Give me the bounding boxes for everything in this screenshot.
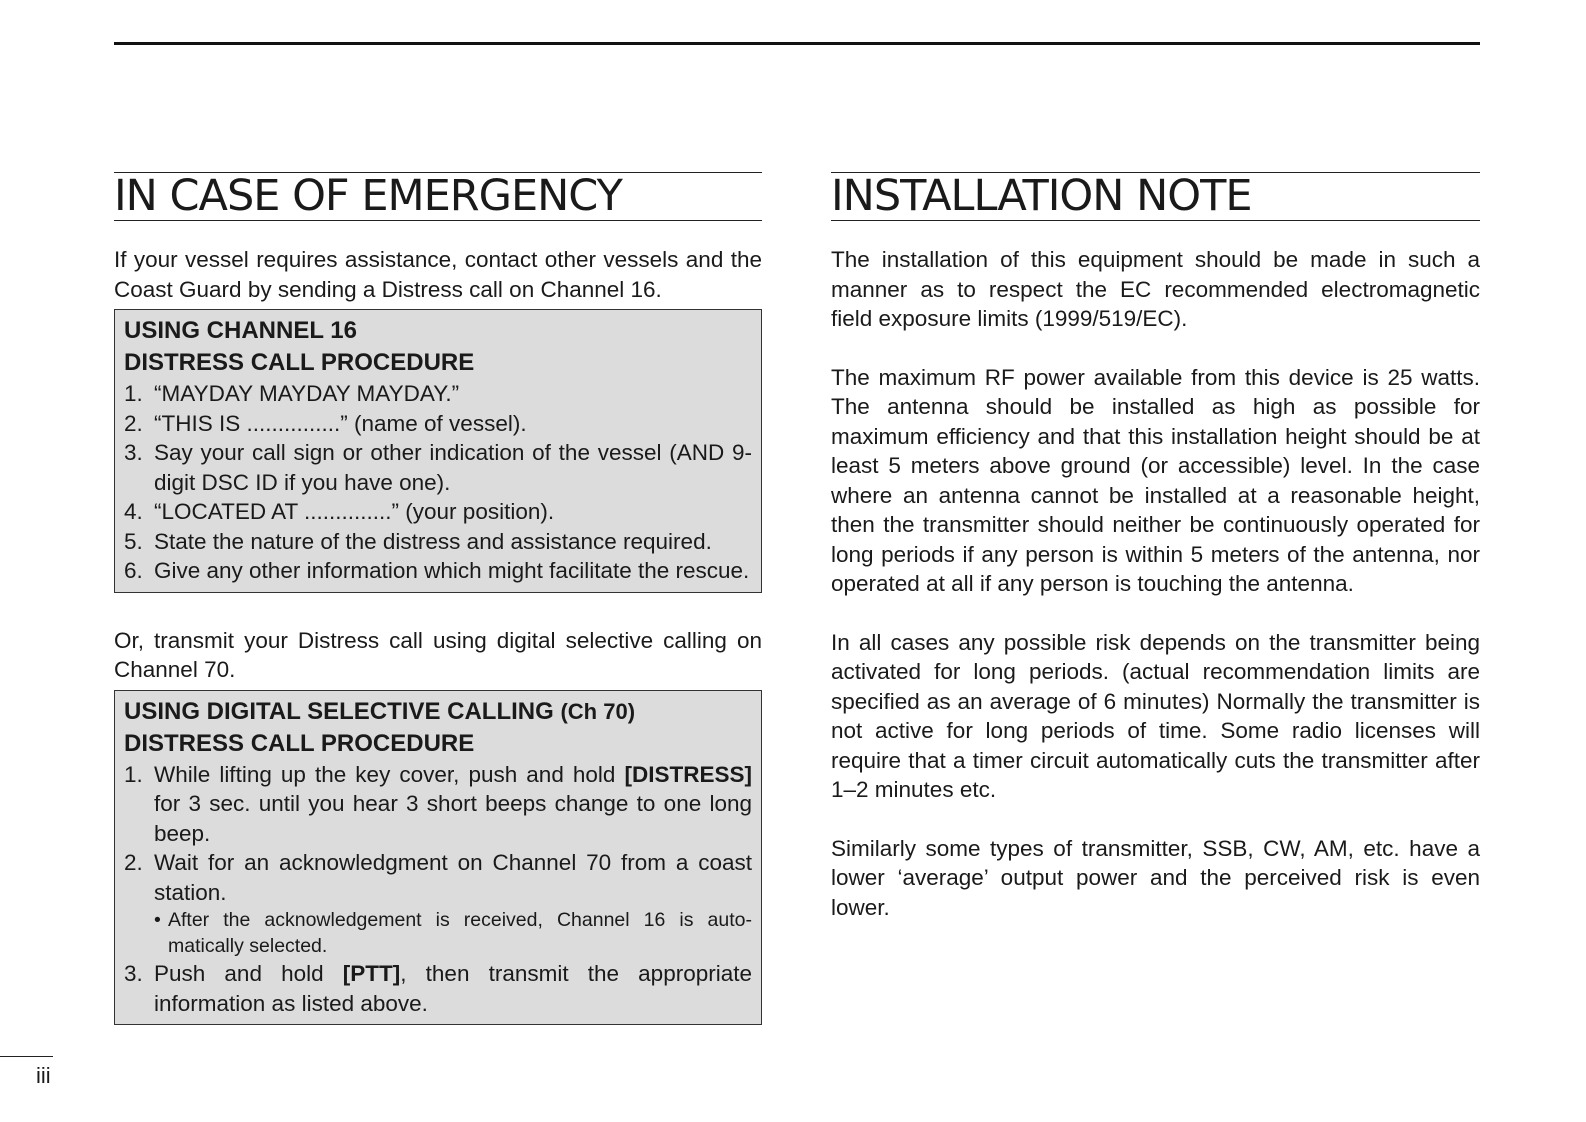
ptt-key-label: [PTT]	[342, 961, 401, 986]
dsc-step-note: • After the acknowledgement is received, Channel 16 is automatically selected.	[154, 909, 752, 957]
dsc-steps	[124, 760, 752, 1019]
installation-paragraph: In all cases any possible risk depends on the transmitter being activated for long periods. (actual recommendation limits are specified as an average of 6 minutes) Normally the transmitter is not active for long periods of time. Some radio licenses will require that a timer circuit automatically cuts the transmitter after 1–2 minutes etc.	[831, 629, 1480, 802]
dsc-box-title: USING DIGITAL SELECTIVE CALLING (Ch 70)	[124, 697, 636, 725]
footer-rule	[0, 1056, 53, 1057]
channel16-steps	[124, 379, 752, 586]
installation-paragraph: Similarly some types of transmitter, SSB, CW, AM, etc. have a lower ‘average’ output power and the perceived risk is even lower.	[831, 835, 1480, 920]
channel16-step: 2. “THIS IS ...............” (name of vessel).	[124, 410, 527, 436]
dsc-intro: Or, transmit your Distress call using digital selective calling on Channel 70.	[114, 627, 762, 682]
channel16-step: 3. Say your call sign or other indication of the vessel (AND 9-digit DSC ID if you have one).	[124, 440, 752, 495]
channel16-step: 5. State the nature of the distress and assistance required.	[124, 528, 712, 554]
installation-paragraph: The maximum RF power available from this device is 25 watts. The antenna should be installed as high as possible for maximum efficiency and that this installation height should be at least 5 meters above ground (or accessible) level. In the case where an antenna cannot be installed at a reasonable height, then the transmitter should neither be continuously operated for long periods if any person is within 5 meters of the antenna, nor operated at all if any person is touching the antenna.	[831, 364, 1480, 596]
dsc-step: 3. Push and hold [PTT], then transmit the appropriate information as listed above.	[124, 961, 753, 1016]
channel16-box-subtitle: DISTRESS CALL PROCEDURE	[124, 349, 475, 376]
emergency-section	[114, 172, 762, 1025]
emergency-intro: If your vessel requires assistance, contact other vessels and the Coast Guard by sending a Distress call on Channel 16.	[114, 247, 762, 302]
dsc-box-subtitle: DISTRESS CALL PROCEDURE	[124, 729, 475, 757]
channel16-step: 1. “MAYDAY MAYDAY MAYDAY.”	[124, 381, 460, 406]
installation-section	[831, 172, 1480, 951]
header-rule	[114, 42, 1480, 45]
page-number: iii	[36, 1063, 51, 1088]
dsc-channel-label: (Ch 70)	[560, 698, 636, 724]
dsc-step: 1. While lifting up the key cover, push and hold [DISTRESS] for 3 sec. until you hear 3 short beeps change to one long beep.	[124, 761, 752, 846]
emergency-title: IN CASE OF EMERGENCY	[114, 172, 762, 221]
installation-paragraph: The installation of this equipment should be made in such a manner as to respect the EC recommended electromagnetic field exposure limits (1999/519/EC).	[831, 247, 1480, 331]
installation-title: INSTALLATION NOTE	[831, 172, 1480, 221]
channel16-step: 6. Give any other information which might facilitate the rescue.	[124, 558, 750, 583]
distress-key-label: [DISTRESS]	[624, 761, 752, 787]
channel16-procedure-box	[114, 309, 762, 593]
dsc-step: 2. Wait for an acknowledgment on Channel 70 from a coast station. • After the acknowledgement is received, Channel 16 is automatically selected.	[124, 850, 752, 957]
dsc-procedure-box	[114, 690, 762, 1026]
channel16-box-title: USING CHANNEL 16	[124, 317, 357, 344]
channel16-step: 4. “LOCATED AT ..............” (your position).	[124, 499, 555, 524]
